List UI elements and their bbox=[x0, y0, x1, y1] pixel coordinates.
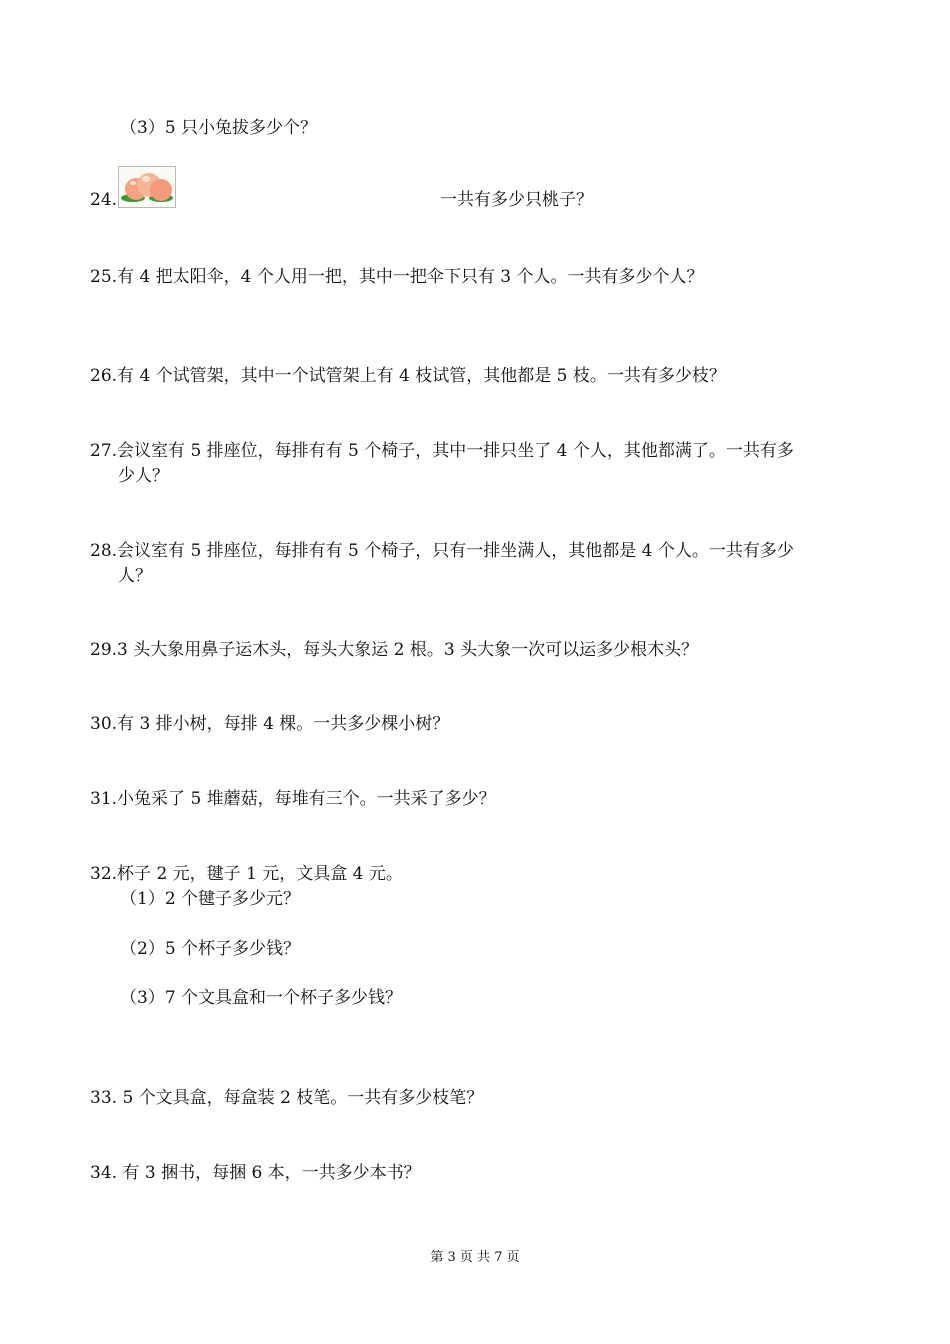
q24-text: 一共有多少只桃子？ bbox=[440, 190, 593, 210]
q32-stem: 32.杯子 2 元，毽子 1 元，文具盒 4 元。 bbox=[90, 864, 403, 884]
q25: 25.有 4 把太阳伞，4 个人用一把，其中一把伞下只有 3 个人。一共有多少个人？ bbox=[90, 267, 704, 287]
q32-sub3: （3）7 个文具盒和一个杯子多少钱？ bbox=[120, 988, 403, 1008]
page-footer: 第 3 页 共 7 页 bbox=[430, 1250, 520, 1265]
q33: 33. 5 个文具盒，每盒装 2 枝笔。一共有多少枝笔？ bbox=[90, 1088, 484, 1108]
q23-sub3: （3）5 只小兔拔多少个？ bbox=[120, 118, 318, 138]
q26: 26.有 4 个试管架，其中一个试管架上有 4 枝试管，其他都是 5 枝。一共有多少枝？ bbox=[90, 366, 726, 386]
q27-line2: 少人？ bbox=[118, 466, 169, 486]
q28-line2: 人？ bbox=[118, 566, 152, 586]
q34: 34. 有 3 捆书，每捆 6 本，一共多少本书？ bbox=[90, 1163, 421, 1183]
q32-sub2: （2）5 个杯子多少钱？ bbox=[120, 939, 301, 959]
q29: 29.3 头大象用鼻子运木头，每头大象运 2 根。3 头大象一次可以运多少根木头？ bbox=[90, 640, 699, 660]
q32-sub1: （1）2 个毽子多少元？ bbox=[120, 889, 301, 909]
q27-line1: 27.会议室有 5 排座位，每排有有 5 个椅子，其中一排只坐了 4 个人，其他都满了。一共有多 bbox=[90, 441, 794, 461]
peaches-icon bbox=[118, 166, 176, 208]
q30: 30.有 3 排小树，每排 4 棵。一共多少棵小树？ bbox=[90, 714, 450, 734]
q28-line1: 28.会议室有 5 排座位，每排有有 5 个椅子，只有一排坐满人，其他都是 4 个人。一共有多少 bbox=[90, 541, 794, 561]
q24-number: 24. bbox=[90, 190, 118, 210]
q31: 31.小兔采了 5 堆蘑菇，每堆有三个。一共采了多少？ bbox=[90, 789, 496, 809]
